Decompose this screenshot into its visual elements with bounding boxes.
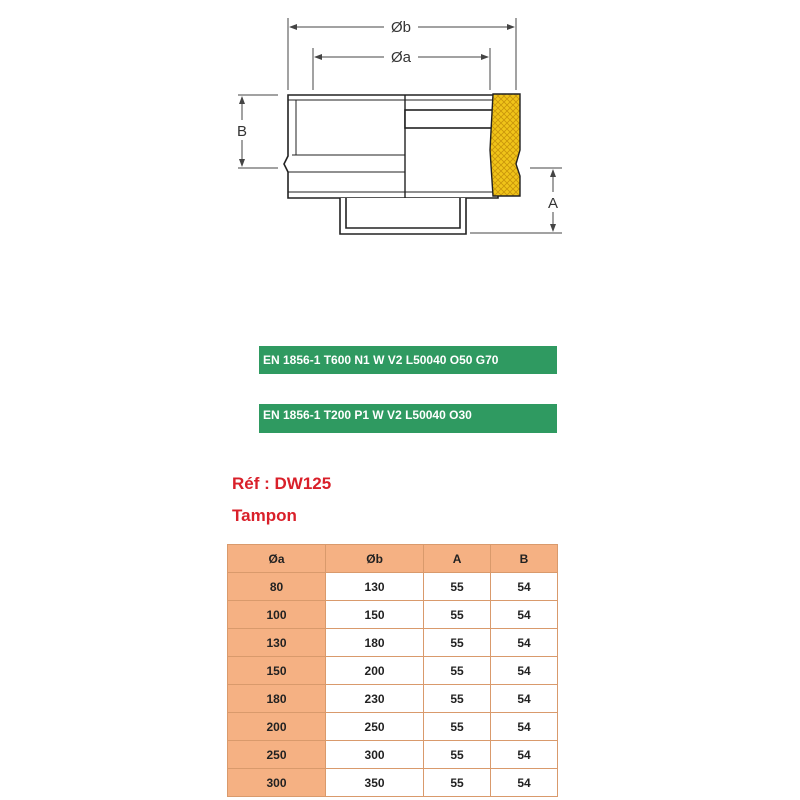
cell-b: 54 bbox=[491, 741, 558, 769]
product-name: Tampon bbox=[232, 506, 297, 525]
cell-oa: 130 bbox=[228, 629, 326, 657]
table-row bbox=[228, 713, 558, 741]
cell-ob: 230 bbox=[326, 685, 424, 713]
header-b: B bbox=[491, 545, 558, 573]
cell-a: 55 bbox=[424, 769, 491, 797]
dimension-b bbox=[237, 95, 278, 168]
cell-a: 55 bbox=[424, 741, 491, 769]
table-row bbox=[228, 769, 558, 797]
cell-b: 54 bbox=[491, 601, 558, 629]
cell-ob: 250 bbox=[326, 713, 424, 741]
header-oa: Øa bbox=[228, 545, 326, 573]
cell-a: 55 bbox=[424, 573, 491, 601]
dimension-ob-label: Øb bbox=[390, 19, 412, 36]
header-ob: Øb bbox=[326, 545, 424, 573]
standard-bar-2: EN 1856-1 T200 P1 W V2 L50040 O30 bbox=[259, 404, 557, 433]
cell-ob: 130 bbox=[326, 573, 424, 601]
cell-b: 54 bbox=[491, 657, 558, 685]
table-row bbox=[228, 741, 558, 769]
table-row bbox=[228, 657, 558, 685]
cell-ob: 300 bbox=[326, 741, 424, 769]
cell-b: 54 bbox=[491, 629, 558, 657]
dimensions-table bbox=[227, 544, 558, 797]
standard-bar-1: EN 1856-1 T600 N1 W V2 L50040 O50 G70 bbox=[259, 346, 557, 374]
cap-body bbox=[284, 95, 498, 234]
cell-oa: 200 bbox=[228, 713, 326, 741]
cell-ob: 180 bbox=[326, 629, 424, 657]
table-header-row bbox=[228, 545, 558, 573]
cell-oa: 180 bbox=[228, 685, 326, 713]
technical-drawing bbox=[0, 0, 800, 250]
cell-ob: 200 bbox=[326, 657, 424, 685]
cell-a: 55 bbox=[424, 601, 491, 629]
cell-oa: 300 bbox=[228, 769, 326, 797]
cell-a: 55 bbox=[424, 685, 491, 713]
header-a: A bbox=[424, 545, 491, 573]
cell-oa: 250 bbox=[228, 741, 326, 769]
table-row bbox=[228, 601, 558, 629]
dimension-oa-label: Øa bbox=[390, 49, 412, 66]
cell-a: 55 bbox=[424, 713, 491, 741]
cell-a: 55 bbox=[424, 657, 491, 685]
cell-ob: 150 bbox=[326, 601, 424, 629]
gasket-seal bbox=[490, 94, 520, 196]
cell-oa: 80 bbox=[228, 573, 326, 601]
cell-ob: 350 bbox=[326, 769, 424, 797]
dimension-oa bbox=[313, 48, 490, 90]
cell-b: 54 bbox=[491, 573, 558, 601]
dimension-a-label: A bbox=[547, 195, 559, 212]
dimension-b-label: B bbox=[236, 123, 248, 140]
cell-b: 54 bbox=[491, 713, 558, 741]
cell-oa: 100 bbox=[228, 601, 326, 629]
cell-a: 55 bbox=[424, 629, 491, 657]
cell-b: 54 bbox=[491, 769, 558, 797]
cell-b: 54 bbox=[491, 685, 558, 713]
product-reference: Réf : DW125 bbox=[232, 474, 332, 493]
cell-oa: 150 bbox=[228, 657, 326, 685]
table-row bbox=[228, 573, 558, 601]
table-row bbox=[228, 685, 558, 713]
table-row bbox=[228, 629, 558, 657]
